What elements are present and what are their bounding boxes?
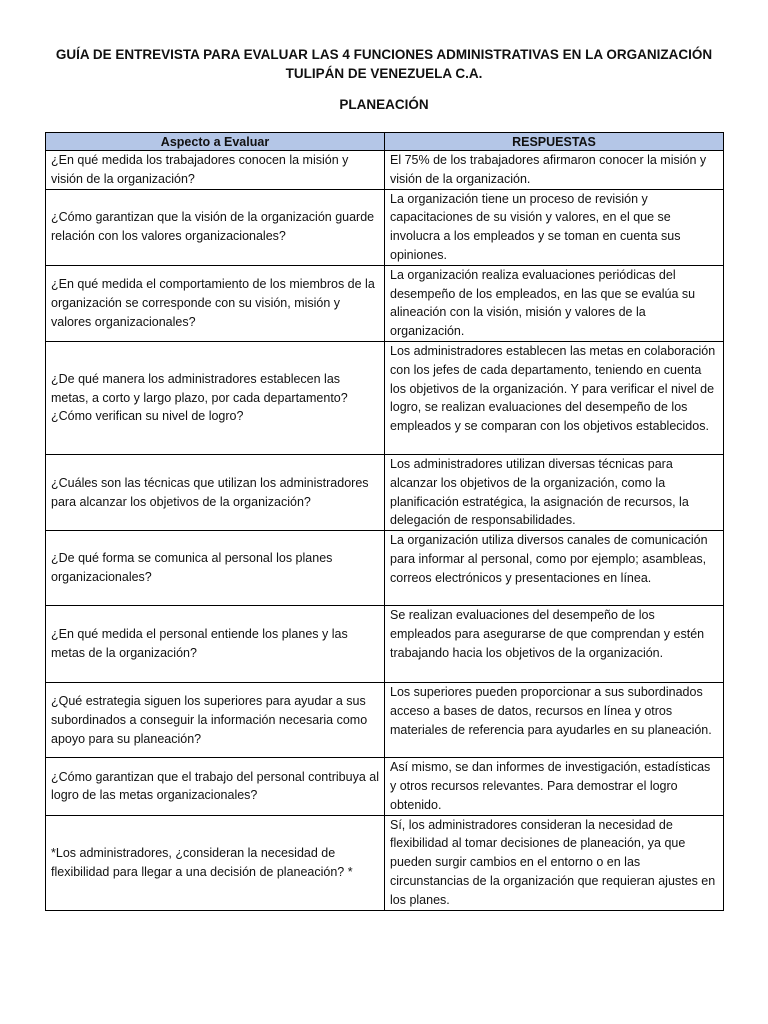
table-row xyxy=(46,151,724,190)
response-cell: La organización utiliza diversos canales de comunicación para informar al personal, como por ejemplo; asambleas, correos electrónicos y presentaciones en línea. xyxy=(385,531,724,606)
table-row xyxy=(46,189,724,265)
table-row xyxy=(46,758,724,815)
aspect-cell: ¿Cómo garantizan que el trabajo del personal contribuya al logro de las metas organizacionales? xyxy=(46,758,385,815)
response-cell: El 75% de los trabajadores afirmaron conocer la misión y visión de la organización. xyxy=(385,151,724,190)
table-row xyxy=(46,606,724,683)
aspect-cell: *Los administradores, ¿consideran la necesidad de flexibilidad para llegar a una decisión de planeación? * xyxy=(46,815,385,910)
table-row xyxy=(46,815,724,910)
table-row xyxy=(46,265,724,341)
interview-table xyxy=(45,132,724,911)
header-aspect: Aspecto a Evaluar xyxy=(46,133,385,151)
response-cell: Se realizan evaluaciones del desempeño de los empleados para asegurarse de que comprendan y estén trabajando hacia los objetivos de la organización. xyxy=(385,606,724,683)
aspect-cell: ¿En qué medida el comportamiento de los miembros de la organización se corresponde con su visión, misión y valores organizacionales? xyxy=(46,265,385,341)
table-row xyxy=(46,531,724,606)
table-row xyxy=(46,683,724,758)
response-cell: La organización tiene un proceso de revisión y capacitaciones de su visión y valores, en el que se involucra a los empleados y se toman en cuenta sus opiniones. xyxy=(385,189,724,265)
header-responses: RESPUESTAS xyxy=(385,133,724,151)
response-cell: Los administradores establecen las metas en colaboración con los jefes de cada departamento, teniendo en cuenta los objetivos de la organización. Y para verificar el nivel de logro, se realizan evaluaciones del desempeño de los empleados y se comparan con los objetivos establecidos. xyxy=(385,341,724,454)
table-header-row xyxy=(46,133,724,151)
aspect-cell: ¿En qué medida el personal entiende los planes y las metas de la organización? xyxy=(46,606,385,683)
table-row xyxy=(46,454,724,530)
section-title: PLANEACIÓN xyxy=(339,97,429,112)
aspect-cell: ¿De qué forma se comunica al personal los planes organizacionales? xyxy=(46,531,385,606)
response-cell: Los administradores utilizan diversas técnicas para alcanzar los objetivos de la organización, como la planificación estratégica, la asignación de recursos, la delegación de responsabilidades. xyxy=(385,454,724,530)
document-title: GUÍA DE ENTREVISTA PARA EVALUAR LAS 4 FUNCIONES ADMINISTRATIVAS EN LA ORGANIZACIÓN TULIPÁN DE VENEZUELA C.A. xyxy=(55,47,713,81)
response-cell: Sí, los administradores consideran la necesidad de flexibilidad al tomar decisiones de planeación, ya que pueden surgir cambios en el entorno o en las circunstancias de la organización que requieran ajustes en los planes. xyxy=(385,815,724,910)
aspect-cell: ¿Cómo garantizan que la visión de la organización guarde relación con los valores organizacionales? xyxy=(46,189,385,265)
aspect-cell: ¿Cuáles son las técnicas que utilizan los administradores para alcanzar los objetivos de la organización? xyxy=(46,454,385,530)
aspect-cell: ¿Qué estrategia siguen los superiores para ayudar a sus subordinados a conseguir la información necesaria como apoyo para su planeación? xyxy=(46,683,385,758)
response-cell: Así mismo, se dan informes de investigación, estadísticas y otros recursos relevantes. Para demostrar el logro obtenido. xyxy=(385,758,724,815)
aspect-cell: ¿De qué manera los administradores establecen las metas, a corto y largo plazo, por cada departamento? ¿Cómo verifican su nivel de logro? xyxy=(46,341,385,454)
table-row xyxy=(46,341,724,454)
response-cell: La organización realiza evaluaciones periódicas del desempeño de los empleados, en las que se evalúa su alineación con la visión, misión y valores de la organización. xyxy=(385,265,724,341)
aspect-cell: ¿En qué medida los trabajadores conocen la misión y visión de la organización? xyxy=(46,151,385,190)
response-cell: Los superiores pueden proporcionar a sus subordinados acceso a bases de datos, recursos en línea y otros materiales de referencia para ayudarles en su planeación. xyxy=(385,683,724,758)
